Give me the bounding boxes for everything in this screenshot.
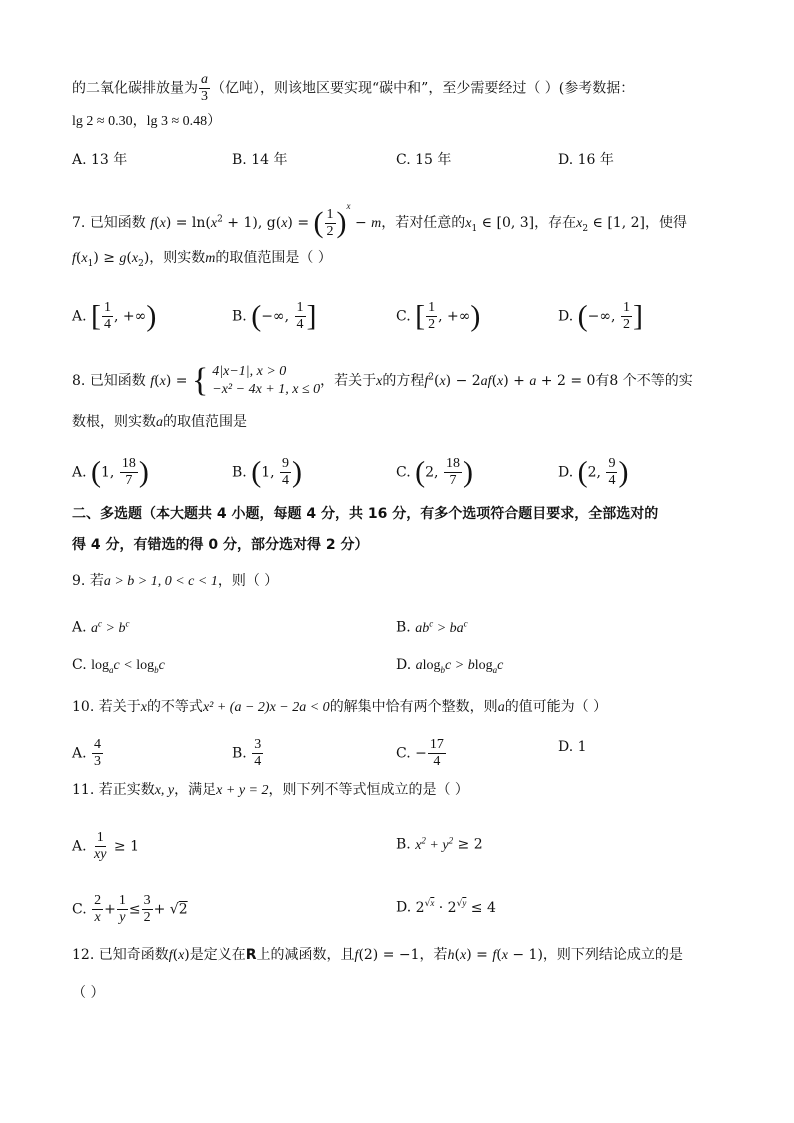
section-heading-scoring: 得 4 分，有错选的得 0 分，部分选对得 2 分）: [72, 537, 369, 553]
q9-option-b: B. $ab^c > ba^c$: [396, 618, 468, 636]
q6-option-a: A. 13 年: [72, 152, 128, 168]
q11-option-a: A. $\frac{1}{xy}$ ≥ 1: [72, 830, 139, 862]
q9-option-d: D. alog$_b$c > blog$_a$c: [396, 657, 504, 675]
q6-line1: 的二氧化碳排放量为 $\frac{a}{3}$ （亿吨），则该地区要实现“碳中和”，至少需要经过（ ）(参考数据：: [72, 72, 635, 104]
q9-stem: 9. 若a > b > 1, 0 < c < 1，则（ ）: [72, 573, 279, 589]
q7-stem-line1: 7. 已知函数 $f(x) = \ln(x^2 + 1)$, g(x) = ( $\frac{1}{2}$ )$^x$ − m，若对任意的$x_1$ ∈ [0, 3]，存在$x_2$ ∈ [1, 2]，使得: [72, 201, 687, 239]
q10-option-b: B. $\frac{3}{4}$: [232, 737, 262, 769]
q10-option-c: C. − $\frac{17}{4}$: [396, 737, 444, 769]
q8-option-b: B. (1, $\frac{9}{4}$ ): [232, 455, 303, 489]
q12-stem-line1: 12. 已知奇函数f(x)是定义在R上的减函数，且f(2) = −1，若h(x) = f(x − 1)，则下列结论成立的是: [72, 947, 683, 963]
q11-option-c: C. $\frac{2}{x}$ + $\frac{1}{y}$ ≤ $\frac{3}{2}$ + √2: [72, 893, 188, 925]
q8-stem-line1: 8. 已知函数 f(x) = { 4|x−1|, x > 0 −x² − 4x + 1, x ≤ 0 ，若关于x的方程$f^2(x) - 2af(x) + a + 2 = 0$有8 个不等的实: [72, 362, 693, 399]
q7-option-c: C. [ $\frac{1}{2}$ , +∞): [396, 299, 481, 333]
q9-option-c: C. $\log_ac < \log_bc$: [72, 657, 165, 675]
q7-stem-line2: $f(x_1) \ge g(x_2)$，则实数m的取值范围是（ ）: [72, 250, 332, 269]
q11-stem: 11. 若正实数x, y，满足x + y = 2，则下列不等式恒成立的是（ ）: [72, 782, 469, 798]
q9-option-a: A. $a^c > b^c$: [72, 618, 130, 636]
q10-stem: 10. 若关于x的不等式x² + (a − 2)x − 2a < 0的解集中恰有两个整数，则a的值可能为（ ）: [72, 699, 608, 715]
q7-option-b: B. (−∞, $\frac{1}{4}$ ]: [232, 299, 317, 333]
q11-option-d: D. $2^{√x} \cdot 2^{√y} \le 4$: [396, 898, 496, 916]
q8-option-c: C. (2, $\frac{18}{7}$ ): [396, 455, 473, 489]
fraction-a-over-3: $\frac{a}{3}$: [201, 72, 208, 104]
q8-option-a: A. (1, $\frac{18}{7}$ ): [72, 455, 149, 489]
q10-option-a: A. $\frac{4}{3}$: [72, 737, 102, 769]
q8-stem-line2: 数根，则实数a的取值范围是: [72, 414, 247, 430]
q6-option-d: D. 16 年: [558, 152, 614, 168]
q11-option-b: B. $x^2 + y^2 \ge 2$: [396, 835, 483, 853]
q7-option-d: D. (−∞, $\frac{1}{2}$ ]: [558, 299, 643, 333]
q6-reference-data: lg 2 ≈ 0.30，lg 3 ≈ 0.48）: [72, 114, 222, 129]
q7-option-a: A. [ $\frac{1}{4}$ , +∞): [72, 299, 157, 333]
q6-option-c: C. 15 年: [396, 152, 452, 168]
section-heading-multiple-choice: 二、多选题（本大题共 4 小题，每题 4 分，共 16 分，有多个选项符合题目要求，全部选对的: [72, 506, 659, 522]
piecewise-definition: 4|x−1|, x > 0 −x² − 4x + 1, x ≤ 0: [212, 364, 321, 397]
q12-answer-bracket: （ ）: [72, 985, 105, 1001]
q8-option-d: D. (2, $\frac{9}{4}$ ): [558, 455, 629, 489]
q6-option-b: B. 14 年: [232, 152, 288, 168]
q10-option-d: D. 1: [558, 739, 587, 755]
